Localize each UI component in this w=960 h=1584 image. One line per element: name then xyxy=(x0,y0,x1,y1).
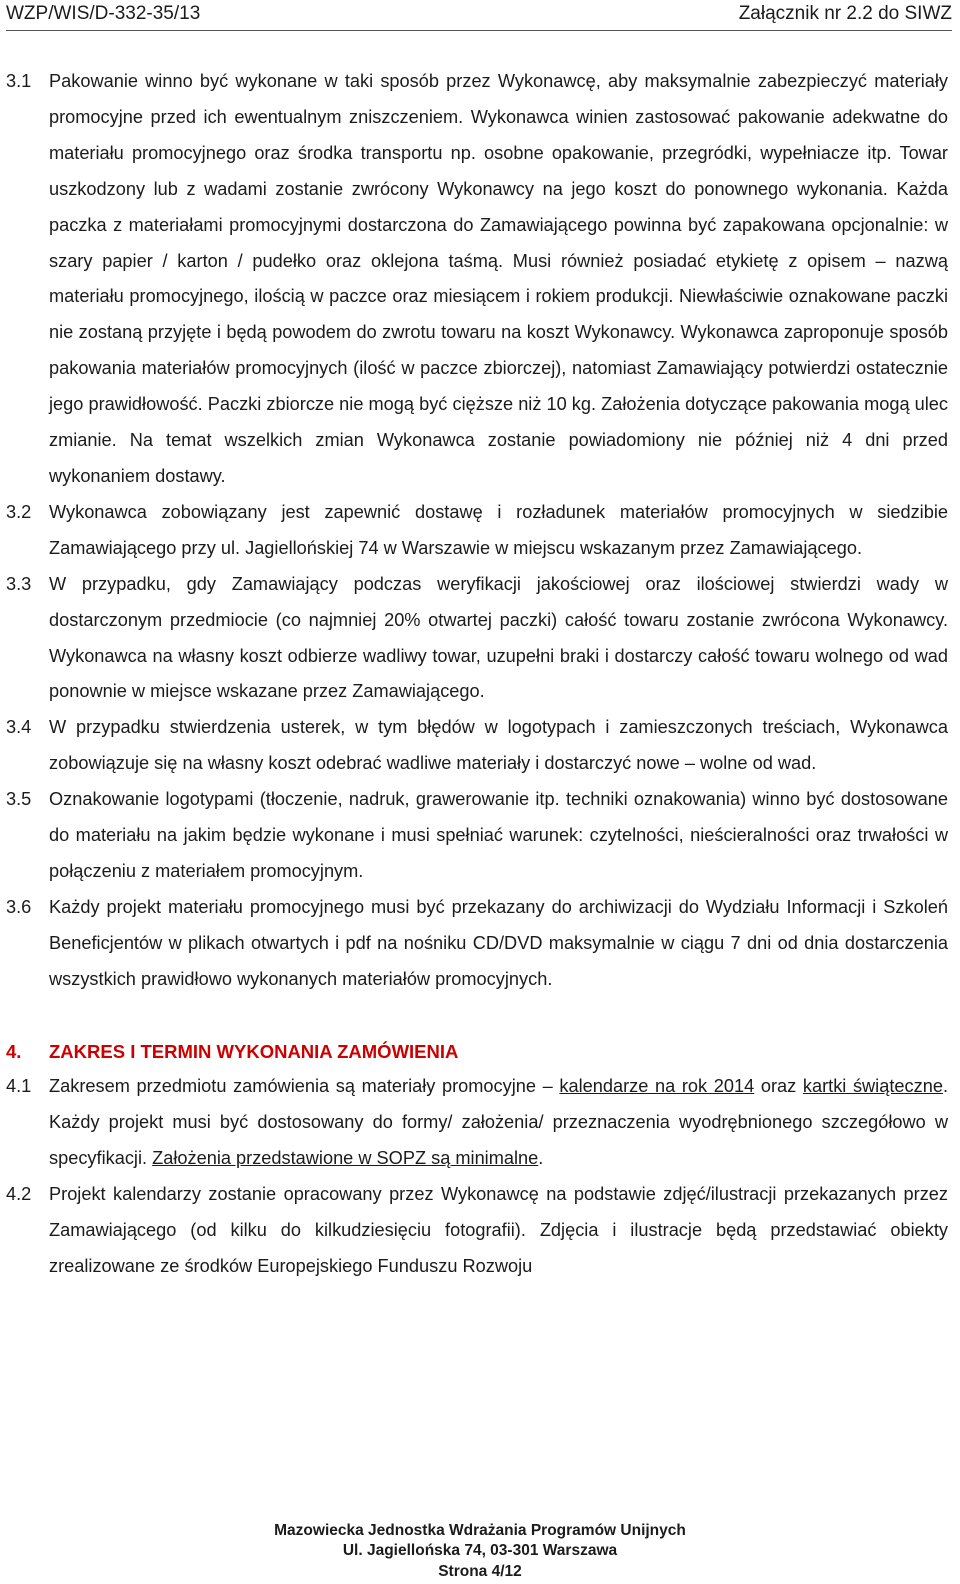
paragraph-3-4 xyxy=(6,710,948,782)
paragraph-text: Pakowanie winno być wykonane w taki sposób przez Wykonawcę, aby maksymalnie zabezpieczyć materiały promocyjne przed ich ewentualnym zniszczeniem. Wykonawca winien zastosować pakowanie adekwatne do materiału promocyjnego oraz środka transportu np. osobne opakowanie, przegródki, wypełniacze itp. Towar uszkodzony lub z wadami zostanie zwrócony Wykonawcy na jego koszt do ponownego wykonania. Każda paczka z materiałami promocyjnymi dostarczona do Zamawiającego powinna być zapakowana opcjonalnie: w szary papier / karton / pudełko oraz oklejona taśmą. Musi również posiadać etykietę z opisem – nazwą materiału promocyjnego, ilością w paczce oraz miesiącem i rokiem produkcji. Niewłaściwie oznakowane paczki nie zostaną przyjęte i będą powodem do zwrotu towaru na koszt Wykonawcy. Wykonawca zaproponuje sposób pakowania materiałów promocyjnych (ilość w paczce zbiorczej), natomiast Zamawiający potwierdzi ostatecznie jego prawidłowość. Paczki zbiorcze nie mogą być cięższe niż 10 kg. Założenia dotyczące pakowania mogą ulec zmianie. Na temat wszelkich zmian Wykonawca zostanie powiadomiony nie później niż 4 dni przed wykonaniem dostawy. xyxy=(49,71,948,486)
spacer xyxy=(6,998,948,1034)
paragraph-3-2 xyxy=(6,495,948,567)
paragraph-text-part: Zakresem przedmiotu zamówienia są materiały promocyjne – xyxy=(49,1076,560,1097)
paragraph-text: Każdy projekt materiału promocyjnego musi być przekazany do archiwizacji do Wydziału Informacji i Szkoleń Beneficjentów w plikach otwartych i pdf na nośniku CD/DVD maksymalnie w ciągu 7 dni od dnia dostarczenia wszystkich prawidłowo wykonanych materiałów promocyjnych. xyxy=(49,896,948,989)
paragraph-text-part: . xyxy=(538,1148,544,1169)
paragraph-text: W przypadku stwierdzenia usterek, w tym błędów w logotypach i zamieszczonych treściach, Wykonawca zobowiązuje się na własny koszt odebrać wadliwe materiały i dostarczyć nowe – wolne od wad. xyxy=(49,717,948,774)
document-body xyxy=(6,64,948,1285)
paragraph-text: Wykonawca zobowiązany jest zapewnić dostawę i rozładunek materiałów promocyjnych w siedzibie Zamawiającego przy ul. Jagiellońskiej 74 w Warszawie w miejscu wskazanym przez Zamawiającego. xyxy=(49,501,948,558)
paragraph-4-2 xyxy=(6,1177,948,1285)
paragraph-text: Projekt kalendarzy zostanie opracowany przez Wykonawcę na podstawie zdjęć/ilustracji przekazanych przez Zamawiającego (od kilku do kilkudziesięciu fotografii). Zdjęcia i ilustracje będą przedstawiać obiekty zrealizowane ze środków Europejskiego Funduszu Rozwoju xyxy=(49,1184,948,1276)
paragraph-number: 3.2 xyxy=(6,501,32,522)
paragraph-3-1 xyxy=(6,64,948,495)
paragraph-number: 3.6 xyxy=(6,896,32,917)
paragraph-3-3 xyxy=(6,567,948,711)
paragraph-number: 3.1 xyxy=(6,71,32,91)
section-number: 4. xyxy=(6,1040,22,1062)
paragraph-4-1 xyxy=(6,1069,948,1177)
paragraph-text: Oznakowanie logotypami (tłoczenie, nadruk, grawerowanie itp. techniki oznakowania) winno być dostosowane do materiału na jakim będzie wykonane i musi spełniać warunek: czytelności, nieścieralności oraz trwałości w połączeniu z materiałem promocyjnym. xyxy=(49,789,948,881)
footer-address: Ul. Jagiellońska 74, 03-301 Warszawa xyxy=(342,1542,618,1559)
section-heading-4 xyxy=(6,1034,948,1070)
section-title: ZAKRES I TERMIN WYKONANIA ZAMÓWIENIA xyxy=(49,1040,459,1062)
paragraph-number: 4.1 xyxy=(6,1076,32,1097)
paragraph-number: 3.3 xyxy=(6,573,32,594)
paragraph-number: 3.4 xyxy=(6,717,32,738)
paragraph-3-5 xyxy=(6,782,948,890)
page-header xyxy=(6,0,952,30)
paragraph-number: 4.2 xyxy=(6,1184,32,1205)
footer-organization: Mazowiecka Jednostka Wdrażania Programów Unijnych xyxy=(274,1522,686,1539)
underlined-calendars: kalendarze na rok 2014 xyxy=(559,1076,755,1097)
paragraph-text-part: oraz xyxy=(754,1076,803,1097)
attachment-label: Załącznik nr 2.2 do SIWZ xyxy=(738,3,952,24)
paragraph-text-part: . Każdy projekt musi być dostosowany do formy/ założenia/ przeznaczenia wyodrębnionego szczegółowo w specyfikacji. xyxy=(49,1076,948,1169)
paragraph-text: W przypadku, gdy Zamawiający podczas weryfikacji jakościowej oraz ilościowej stwierdzi wady w dostarczonym przedmiocie (co najmniej 20% otwartej paczki) całość towaru zostanie zwrócona Wykonawcy. Wykonawca na własny koszt odbierze wadliwy towar, uzupełni braki i dostarczy całość towaru wolnego od wad ponownie w miejsce wskazane przez Zamawiającego. xyxy=(49,573,948,702)
header-rule xyxy=(6,30,952,31)
underlined-cards: kartki świąteczne xyxy=(802,1076,943,1097)
underlined-assumptions: Założenia przedstawione w SOPZ są minimalne xyxy=(152,1148,539,1169)
document-reference: WZP/WIS/D-332-35/13 xyxy=(6,3,201,24)
paragraph-number: 3.5 xyxy=(6,789,32,810)
paragraph-3-6 xyxy=(6,890,948,998)
page-number: Strona 4/12 xyxy=(438,1563,522,1580)
